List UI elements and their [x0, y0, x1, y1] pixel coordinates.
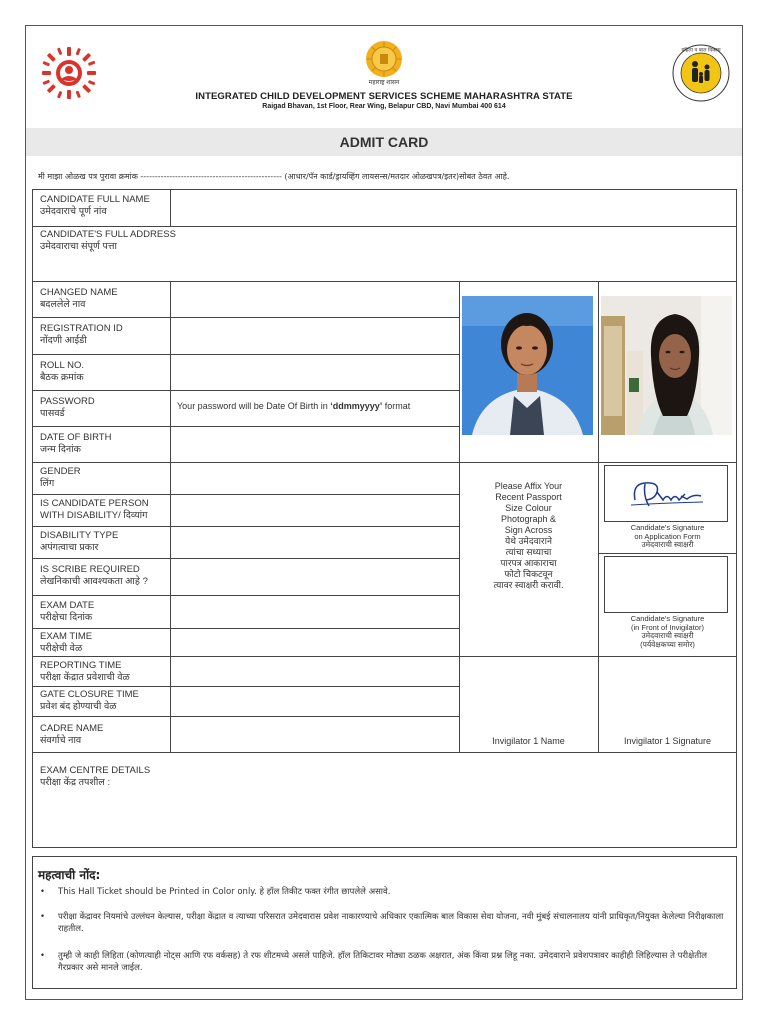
- page-title: ADMIT CARD: [339, 134, 429, 150]
- note-item: • परीक्षा केंद्रावर नियमांचे उल्लंघन केल्यास, परीक्षा केंद्रात व त्याच्या परिसरात उमेदवारास प्रवेश नाकारण्याचे अधिकार एकात्मिक बाल विकास सेवा योजना, नवी मुंबई संचालनालय यांनी प्राधिकृत/नियुक्त केलेल्या निरीक्षकाला राहतील.: [58, 911, 730, 935]
- organization-address: Raigad Bhavan, 1st Floor, Rear Wing, Belapur CBD, Navi Mumbai 400 614: [262, 103, 506, 110]
- invigilator-signature-box: [604, 556, 728, 613]
- note-item: • This Hall Ticket should be Printed in Color only. हे हॉल तिकीट फक्त रंगीत छापलेले असावे.: [58, 886, 726, 898]
- row-divider: [32, 281, 737, 282]
- maharashtra-state-emblem-icon: [363, 39, 405, 79]
- registration-id-label: REGISTRATION ID नोंदणी आईडी: [40, 323, 123, 346]
- gender-label: GENDER लिंग: [40, 466, 81, 489]
- notes-title: महत्वाची नोंद:: [38, 868, 101, 882]
- application-signature-box: [604, 465, 728, 522]
- password-value: Your password will be Date Of Birth in ‘ddmmyyyy’ format: [177, 401, 411, 411]
- row-divider: [32, 226, 737, 227]
- emblem-caption: महाराष्ट्र शासन: [368, 80, 400, 86]
- dob-label: DATE OF BIRTH जन्म दिनांक: [40, 432, 112, 455]
- id-proof-statement: मी माझा ओळख पत्र पुरावा क्रमांक ------------------------------------------------- (आधार/पॅन कार्ड/ड्रायव्हिंग लायसन्स/मतदार ओळखपत्र/इतर)सोबत ठेवत आहे.: [38, 172, 510, 181]
- invigilator-signature-label: Invigilator 1 Signature: [623, 736, 712, 746]
- note-item: • तुम्ही जे काही लिहिता (कोणत्याही नोट्स आणि रफ वर्कसह) ते रफ शीटमध्ये असले पाहिजे. हॉल तिकिटावर मोठ्या ठळक अक्षरात, अंक किंवा प्रश्न लिहू नका. उमेदवाराने प्रवेशपत्रावर काहीही लिहिल्यास ते परीक्षेतील गैरप्रकार असे मानले जाईल.: [58, 950, 730, 974]
- exam-date-label: EXAM DATE परीक्षेचा दिनांक: [40, 600, 95, 623]
- address-label: CANDIDATE'S FULL ADDRESS उमेदवाराचा संपूर्ण पत्ता: [40, 229, 176, 252]
- disability-label: IS CANDIDATE PERSON WITH DISABILITY/ दिव्यांग: [40, 498, 149, 521]
- scribe-label: IS SCRIBE REQUIRED लेखनिकाची आवश्यकता आहे ?: [40, 564, 148, 587]
- password-label: PASSWORD पासवर्ड: [40, 396, 95, 419]
- exam-centre-label: EXAM CENTRE DETAILS परीक्षा केंद्र तपशील :: [40, 765, 151, 788]
- candidate-signature-image: [605, 466, 727, 521]
- invigilator-signature-caption: Candidate's Signature (in Front of Invigilator) उमेदवाराची स्वाक्षरी (पर्यवेक्षकच्या समोर): [630, 614, 705, 649]
- roll-no-label: ROLL NO. बैठक क्रमांक: [40, 360, 84, 383]
- disability-type-label: DISABILITY TYPE अपंगत्वाचा प्रकार: [40, 530, 119, 553]
- organization-name: INTEGRATED CHILD DEVELOPMENT SERVICES SCHEME MAHARASHTRA STATE: [195, 91, 573, 102]
- application-signature-caption: Candidate's Signature on Application Form उमेदवाराची स्वाक्षरी: [630, 523, 705, 549]
- row-divider: [32, 752, 737, 753]
- full-name-label: CANDIDATE FULL NAME उमेदवाराचे पूर्ण नांव: [40, 194, 150, 217]
- cadre-label: CADRE NAME संवर्गाचे नाव: [40, 723, 104, 746]
- exam-time-label: EXAM TIME परीक्षेची वेळ: [40, 631, 93, 654]
- changed-name-label: CHANGED NAME बदललेले नाव: [40, 287, 118, 310]
- candidate-photo: [462, 296, 593, 435]
- photo-affix-instructions: Please Affix Your Recent Passport Size Colour Photograph & Sign Across येथे उमेदवाराने त्यांचा सध्याचा पारपत्र आकाराचा फोटो चिकटवून त्यावर स्वाक्षरी करावी.: [493, 481, 564, 590]
- reporting-time-label: REPORTING TIME परीक्षा केंद्रात प्रवेशाची वेळ: [40, 660, 130, 683]
- gate-closure-label: GATE CLOSURE TIME प्रवेश बंद होण्याची वेळ: [40, 689, 139, 712]
- candidate-live-photo: [601, 296, 732, 435]
- right-logo-text: महिला व बाल विकास: [681, 47, 721, 54]
- invigilator-name-label: Invigilator 1 Name: [492, 736, 565, 746]
